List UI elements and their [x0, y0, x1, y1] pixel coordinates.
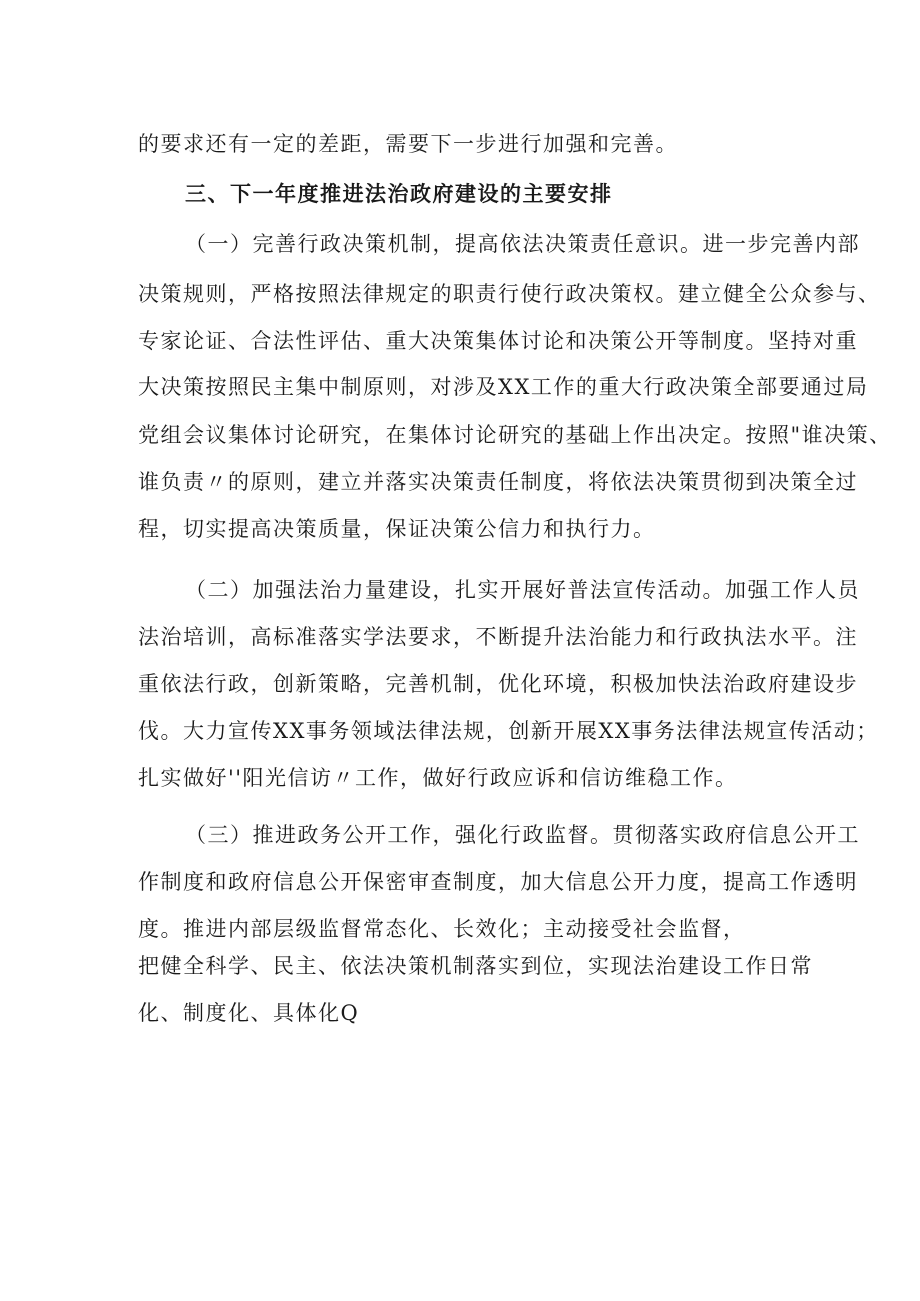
paragraph-line: 谁负责〃的原则，建立并落实决策责任制度，将依法决策贯彻到决策全过	[138, 470, 858, 494]
paragraph-line: 法治培训，高标准落实学法要求，不断提升法治能力和行政执法水平。注	[138, 625, 858, 649]
section-heading: 三、下一年度推进法治政府建设的主要安排	[185, 181, 613, 206]
paragraph-line: 伐。大力宣传XX事务领域法律法规，创新开展XX事务法律法规宣传活动；	[138, 719, 879, 743]
paragraph-line: 作制度和政府信息公开保密审查制度，加大信息公开力度，提高工作透明	[138, 870, 858, 894]
paragraph-line: 决策规则，严格按照法律规定的职责行使行政决策权。建立健全公众参与、	[138, 282, 881, 306]
paragraph-line: 化、制度化、具体化Q	[138, 1001, 360, 1025]
paragraph-line: 扎实做好''阳光信访〃工作，做好行政应诉和信访维稳工作。	[138, 766, 738, 790]
paragraph-line: 重依法行政，创新策略，完善机制，优化环境，积极加快法治政府建设步	[138, 672, 858, 696]
paragraph-line: （一）完善行政决策机制，提高依法决策责任意识。进一步完善内部	[185, 232, 860, 256]
paragraph-line: 程，切实提高决策质量，保证决策公信力和执行力。	[138, 517, 656, 541]
paragraph-line: 党组会议集体讨论研究，在集体讨论研究的基础上作出决定。按照"谁决策、	[138, 423, 892, 447]
paragraph-line: 度。推进内部层级监督常态化、长效化；主动接受社会监督，	[138, 917, 746, 941]
paragraph-line: 大决策按照民主集中制原则，对涉及XX工作的重大行政决策全部要通过局	[138, 375, 869, 399]
paragraph-line: 专家论证、合法性评估、重大决策集体讨论和决策公开等制度。坚持对重	[138, 329, 858, 353]
paragraph-line: （二）加强法治力量建设，扎实开展好普法宣传活动。加强工作人员	[185, 578, 860, 602]
paragraph-line: （三）推进政务公开工作，强化行政监督。贯彻落实政府信息公开工	[185, 823, 860, 847]
paragraph-line: 的要求还有一定的差距，需要下一步进行加强和完善。	[138, 132, 678, 156]
paragraph-line: 把健全科学、民主、依法决策机制落实到位，实现法治建设工作日常	[138, 954, 813, 978]
